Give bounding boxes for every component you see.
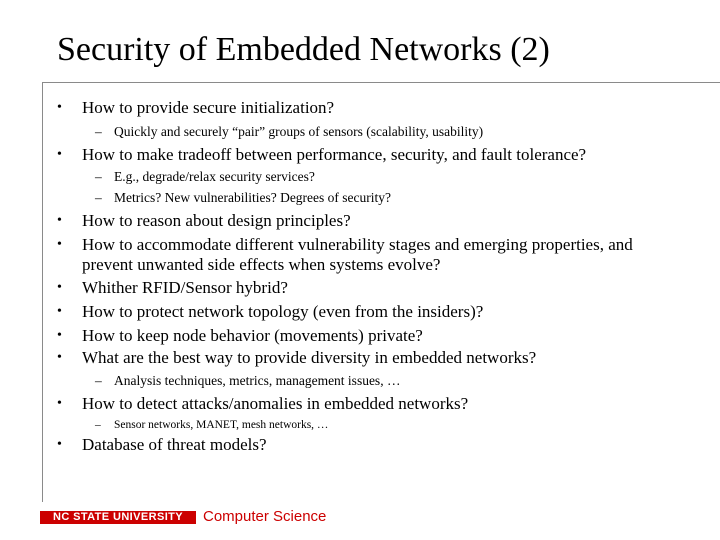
dash-icon: –	[95, 419, 101, 431]
bullet-text: prevent unwanted side effects when systems evolve?	[82, 255, 441, 274]
bullet-icon: •	[57, 437, 62, 452]
dash-icon: –	[95, 190, 102, 205]
bullet-icon: •	[57, 280, 62, 295]
bullet-text: How to detect attacks/anomalies in embedded networks?	[82, 394, 469, 413]
bullet-text: How to protect network topology (even from the insiders)?	[82, 302, 484, 321]
bullet-text: How to provide secure initialization?	[82, 98, 335, 117]
dash-icon: –	[95, 169, 102, 184]
bullet-icon: •	[57, 396, 62, 411]
title-divider	[42, 82, 720, 83]
bullet-icon: •	[57, 304, 62, 319]
bullet-icon: •	[57, 350, 62, 365]
bullet-icon: •	[57, 100, 62, 115]
sub-bullet-text: Analysis techniques, metrics, management issues, …	[114, 373, 401, 388]
slide-title: Security of Embedded Networks (2)	[57, 31, 550, 68]
bullet-text: How to reason about design principles?	[82, 211, 351, 230]
bullet-text: How to accommodate different vulnerability stages and emerging properties, and	[82, 235, 633, 254]
dash-icon: –	[95, 373, 102, 388]
sub-bullet-text: Metrics? New vulnerabilities? Degrees of security?	[114, 190, 392, 205]
sub-bullet-text: E.g., degrade/relax security services?	[114, 169, 315, 184]
sub-bullet-text: Quickly and securely “pair” groups of sensors (scalability, usability)	[114, 124, 484, 139]
bullet-text: How to keep node behavior (movements) private?	[82, 326, 423, 345]
university-logo: NC STATE UNIVERSITY	[52, 511, 184, 523]
bullet-text: Whither RFID/Sensor hybrid?	[82, 278, 288, 297]
bullet-icon: •	[57, 213, 62, 228]
department-label: Computer Science	[203, 508, 327, 525]
bullet-icon: •	[57, 237, 62, 252]
bullet-text: What are the best way to provide diversity in embedded networks?	[82, 348, 537, 367]
dash-icon: –	[95, 124, 102, 139]
bullet-icon: •	[57, 328, 62, 343]
left-margin-rule	[42, 82, 43, 502]
bullet-text: How to make tradeoff between performance, security, and fault tolerance?	[82, 145, 587, 164]
bullet-icon: •	[57, 147, 62, 162]
sub-bullet-text: Sensor networks, MANET, mesh networks, …	[114, 419, 329, 431]
bullet-text: Database of threat models?	[82, 435, 267, 454]
